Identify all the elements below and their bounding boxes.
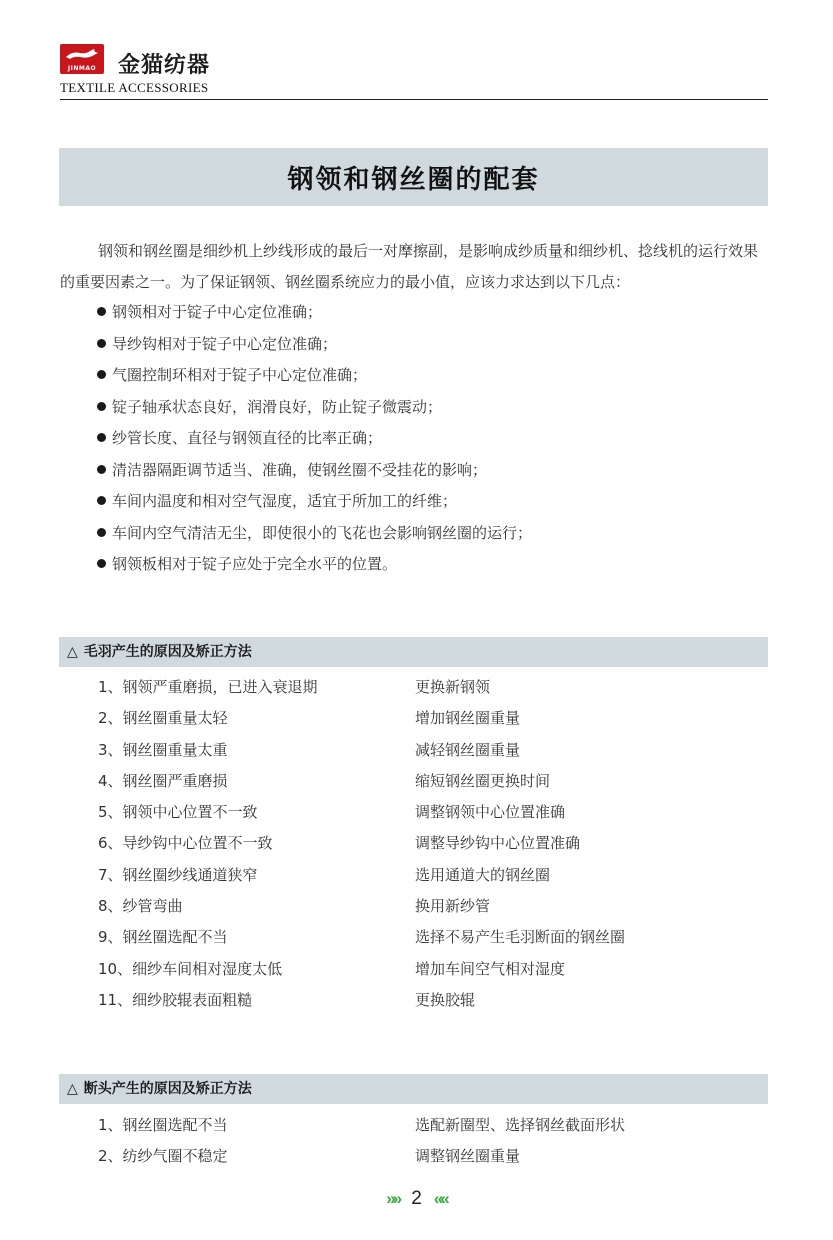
bullet-icon	[97, 496, 106, 505]
list-item: 钢领板相对于锭子应处于完全水平的位置。	[97, 549, 532, 581]
section-header-breakage	[59, 1074, 768, 1104]
table-row: 7、钢丝圈纱线通道狭窄 选用通道大的钢丝圈	[98, 865, 551, 884]
bullet-icon	[97, 465, 106, 474]
list-item: 钢领相对于锭子中心定位准确；	[97, 297, 532, 329]
table-row: 6、导纱钩中心位置不一致 调整导纱钩中心位置准确	[98, 834, 581, 853]
bullet-icon	[97, 433, 106, 442]
page-header	[60, 44, 768, 100]
table-row: 10、细纱车间相对湿度太低 增加车间空气相对湿度	[98, 959, 566, 978]
double-chevron-right-icon: »»	[386, 1189, 400, 1208]
requirement-list	[97, 297, 532, 581]
table-row: 5、钢领中心位置不一致 调整钢领中心位置准确	[98, 803, 566, 822]
table-row: 1、钢丝圈选配不当 选配新圈型、选择钢丝截面形状	[98, 1116, 626, 1134]
section-title: 毛羽产生的原因及矫正方法	[83, 644, 252, 660]
table-row: 11、细纱胶辊表面粗糙 更换胶辊	[98, 990, 476, 1009]
double-chevron-left-icon: ««	[433, 1189, 447, 1208]
triangle-icon: △	[67, 1081, 78, 1097]
list-item: 气圈控制环相对于锭子中心定位准确；	[97, 360, 532, 392]
table-row: 2、纺纱气圈不稳定 调整钢丝圈重量	[98, 1147, 521, 1166]
page-title: 钢领和钢丝圈的配套	[287, 164, 540, 195]
hairiness-table	[98, 672, 698, 1016]
list-item: 纱管长度、直径与钢领直径的比率正确；	[97, 423, 532, 455]
list-item: 锭子轴承状态良好，润滑良好，防止锭子微震动；	[97, 392, 532, 424]
table-row: 3、钢丝圈重量太重 减轻钢丝圈重量	[98, 740, 521, 759]
list-item: 导纱钩相对于锭子中心定位准确；	[97, 329, 532, 361]
bullet-icon	[97, 370, 106, 379]
section-header-hairiness	[59, 637, 768, 667]
page-number: 2	[411, 1188, 422, 1209]
bullet-icon	[97, 339, 106, 348]
cat-icon	[64, 47, 100, 61]
section-title: 断头产生的原因及矫正方法	[83, 1081, 252, 1097]
brand-name: 金猫纺器	[118, 53, 211, 78]
bullet-icon	[97, 307, 106, 316]
logo-text: JINMAO	[67, 65, 97, 72]
intro-paragraph: 钢领和钢丝圈是细纱机上纱线形成的最后一对摩擦副，是影响成纱质量和细纱机、捻线机的运行效果的重要因素之一。为了保证钢领、钢丝圈系统应力的最小值，应该力求达到以下几点：	[60, 242, 759, 291]
list-item: 清洁器隔距调节适当、准确，使钢丝圈不受挂花的影响；	[97, 455, 532, 487]
page-footer	[0, 1188, 833, 1210]
triangle-icon: △	[67, 644, 78, 660]
tagline: TEXTILE ACCESSORIES	[60, 80, 209, 95]
bullet-icon	[97, 528, 106, 537]
bullet-icon	[97, 559, 106, 568]
table-row: 9、钢丝圈选配不当 选择不易产生毛羽断面的钢丝圈	[98, 928, 626, 947]
jinmao-logo	[60, 44, 104, 74]
table-row: 4、钢丝圈严重磨损 缩短钢丝圈更换时间	[98, 771, 551, 790]
title-banner	[59, 148, 768, 206]
breakage-table	[98, 1110, 698, 1173]
table-row: 2、钢丝圈重量太轻 增加钢丝圈重量	[98, 709, 521, 728]
list-item: 车间内温度和相对空气湿度，适宜于所加工的纤维；	[97, 486, 532, 518]
bullet-icon	[97, 402, 106, 411]
table-row: 8、纱管弯曲 换用新纱管	[98, 897, 491, 916]
table-row: 1、钢领严重磨损，已进入衰退期 更换新钢领	[98, 678, 491, 696]
list-item: 车间内空气清洁无尘，即使很小的飞花也会影响钢丝圈的运行；	[97, 518, 532, 550]
header-divider	[60, 99, 768, 100]
